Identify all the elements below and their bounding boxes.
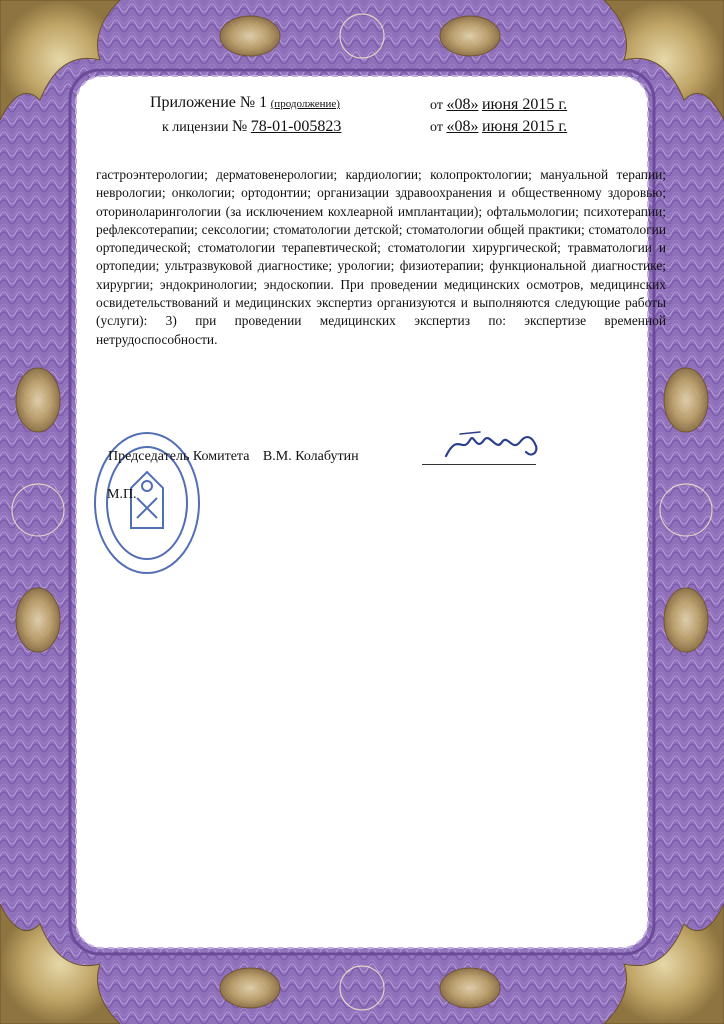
handwritten-signature [440,426,550,466]
license-date-day: «08» [446,118,479,135]
license-number: 78-01-005823 [250,118,342,135]
license-label: к лицензии [162,120,229,135]
appendix-from-label: от [430,98,443,113]
license-date-month-year: июня 2015 г. [481,118,568,135]
license-from-label: от [430,120,443,135]
signatory-name: В.М. Колабутин [262,449,359,464]
signatory [108,449,369,465]
appendix-note: (продолжение) [270,98,340,110]
signatory-position: Председатель Комитета [108,449,250,464]
license-line [162,118,341,136]
appendix-date-month-year: июня 2015 г. [481,96,568,113]
appendix-date-day: «08» [446,96,479,113]
appendix-date [430,96,567,114]
stamp-place-label: М.П. [107,487,137,502]
appendix-line [150,94,340,112]
license-activities-text: гастроэнтерологии; дерматовенерологии; кардиологии; колопроктологии; мануальной терапии; неврологии; онкологии; ортодонтии; организации здравоохранения и общественному здоровью; оториноларингологии (за исключением кохлеарной имплантации); офтальмологии; психотерапии; рефлексотерапии; сексологии; стоматологии детской; стоматологии общей практики; стоматологии ортопедической; стоматологии терапевтической; стоматологии хирургической; травматологии и ортопедии; ультразвуковой диагностике; урологии; физиотерапии; функциональной диагностике; хирургии; эндокринологии; эндоскопии. При проведении медицинских осмотров, медицинских освидетельствований и медицинских экспертиз организуются и выполняются следующие работы (услуги): 3) при проведении медицинских экспертиз по: экспертизе временной нетрудоспособности. [96,167,666,347]
license-date [430,118,567,136]
appendix-label: Приложение № 1 [150,94,268,111]
license-num-label: № [232,118,248,135]
